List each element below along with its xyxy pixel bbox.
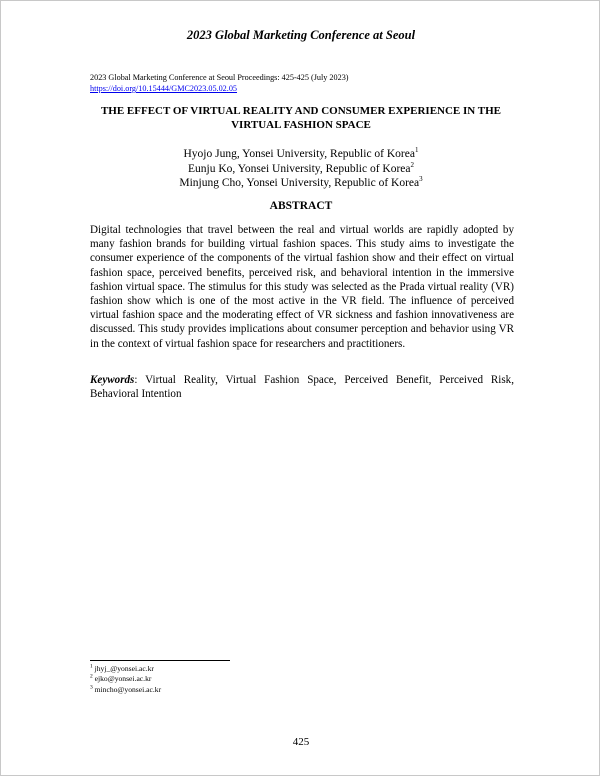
doi-link[interactable]: https://doi.org/10.15444/GMC2023.05.02.05 bbox=[90, 84, 238, 93]
abstract-text: Digital technologies that travel between the real and virtual worlds are rapidly adopted by many fashion brands for building virtual fashion spaces. This study aims to investigate the consumer experience of the components of the virtual fashion show and their effect on virtual fashion space, perceived benefits, perceived risk, and behavioral intention in the immersive fashion virtual space. The stimulus for this study was selected as the Prada virtual reality (VR) fashion show which is one of the most active in the VR field. The influence of perceived virtual fashion space and the moderating effect of VR sickness and fashion innovativeness are discussed. This study provides implications about consumer perception and behavior using VR in the context of virtual fashion space for researchers and practitioners. bbox=[90, 224, 514, 350]
footnote-mark: 1 bbox=[90, 663, 93, 670]
author-affiliation: Minjung Cho, Yonsei University, Republic of Korea bbox=[179, 177, 420, 189]
author-footnote-mark: 2 bbox=[410, 160, 415, 169]
abstract-heading: ABSTRACT bbox=[269, 200, 333, 212]
author-affiliation: Hyojo Jung, Yonsei University, Republic of Korea bbox=[183, 148, 415, 160]
footnote-mark: 2 bbox=[90, 673, 93, 680]
keywords-paragraph bbox=[90, 373, 514, 401]
page-number: 425 bbox=[292, 736, 310, 748]
proceedings-citation: 2023 Global Marketing Conference at Seoul Proceedings: 425-425 (July 2023) bbox=[90, 73, 349, 82]
footnote-email: ejko@yonsei.ac.kr bbox=[92, 674, 152, 684]
paper-title: THE EFFECT OF VIRTUAL REALITY AND CONSUMER EXPERIENCE IN THE VIRTUAL FASHION SPACE bbox=[100, 105, 502, 131]
author-line bbox=[1, 162, 600, 177]
author-footnote-mark: 3 bbox=[419, 175, 423, 184]
footnote-email: jhyj_@yonsei.ac.kr bbox=[92, 664, 154, 673]
footnotes bbox=[90, 664, 161, 695]
footnote bbox=[90, 674, 161, 684]
footnote-email: mincho@yonsei.ac.kr bbox=[92, 684, 162, 694]
footnote bbox=[90, 664, 161, 674]
author-line bbox=[1, 147, 600, 162]
author-line bbox=[1, 176, 600, 191]
footnote bbox=[90, 685, 161, 695]
footnote-mark: 3 bbox=[90, 684, 93, 691]
footnote-divider bbox=[90, 660, 230, 661]
running-header: 2023 Global Marketing Conference at Seoul bbox=[186, 28, 416, 42]
keywords-list: : Virtual Reality, Virtual Fashion Space, Perceived Benefit, Perceived Risk, Behavioral Intention bbox=[90, 374, 514, 401]
author-footnote-mark: 1 bbox=[414, 146, 419, 155]
author-list bbox=[1, 147, 600, 191]
keywords-label: Keywords bbox=[90, 374, 135, 386]
author-affiliation: Eunju Ko, Yonsei University, Republic of Korea bbox=[187, 162, 411, 175]
